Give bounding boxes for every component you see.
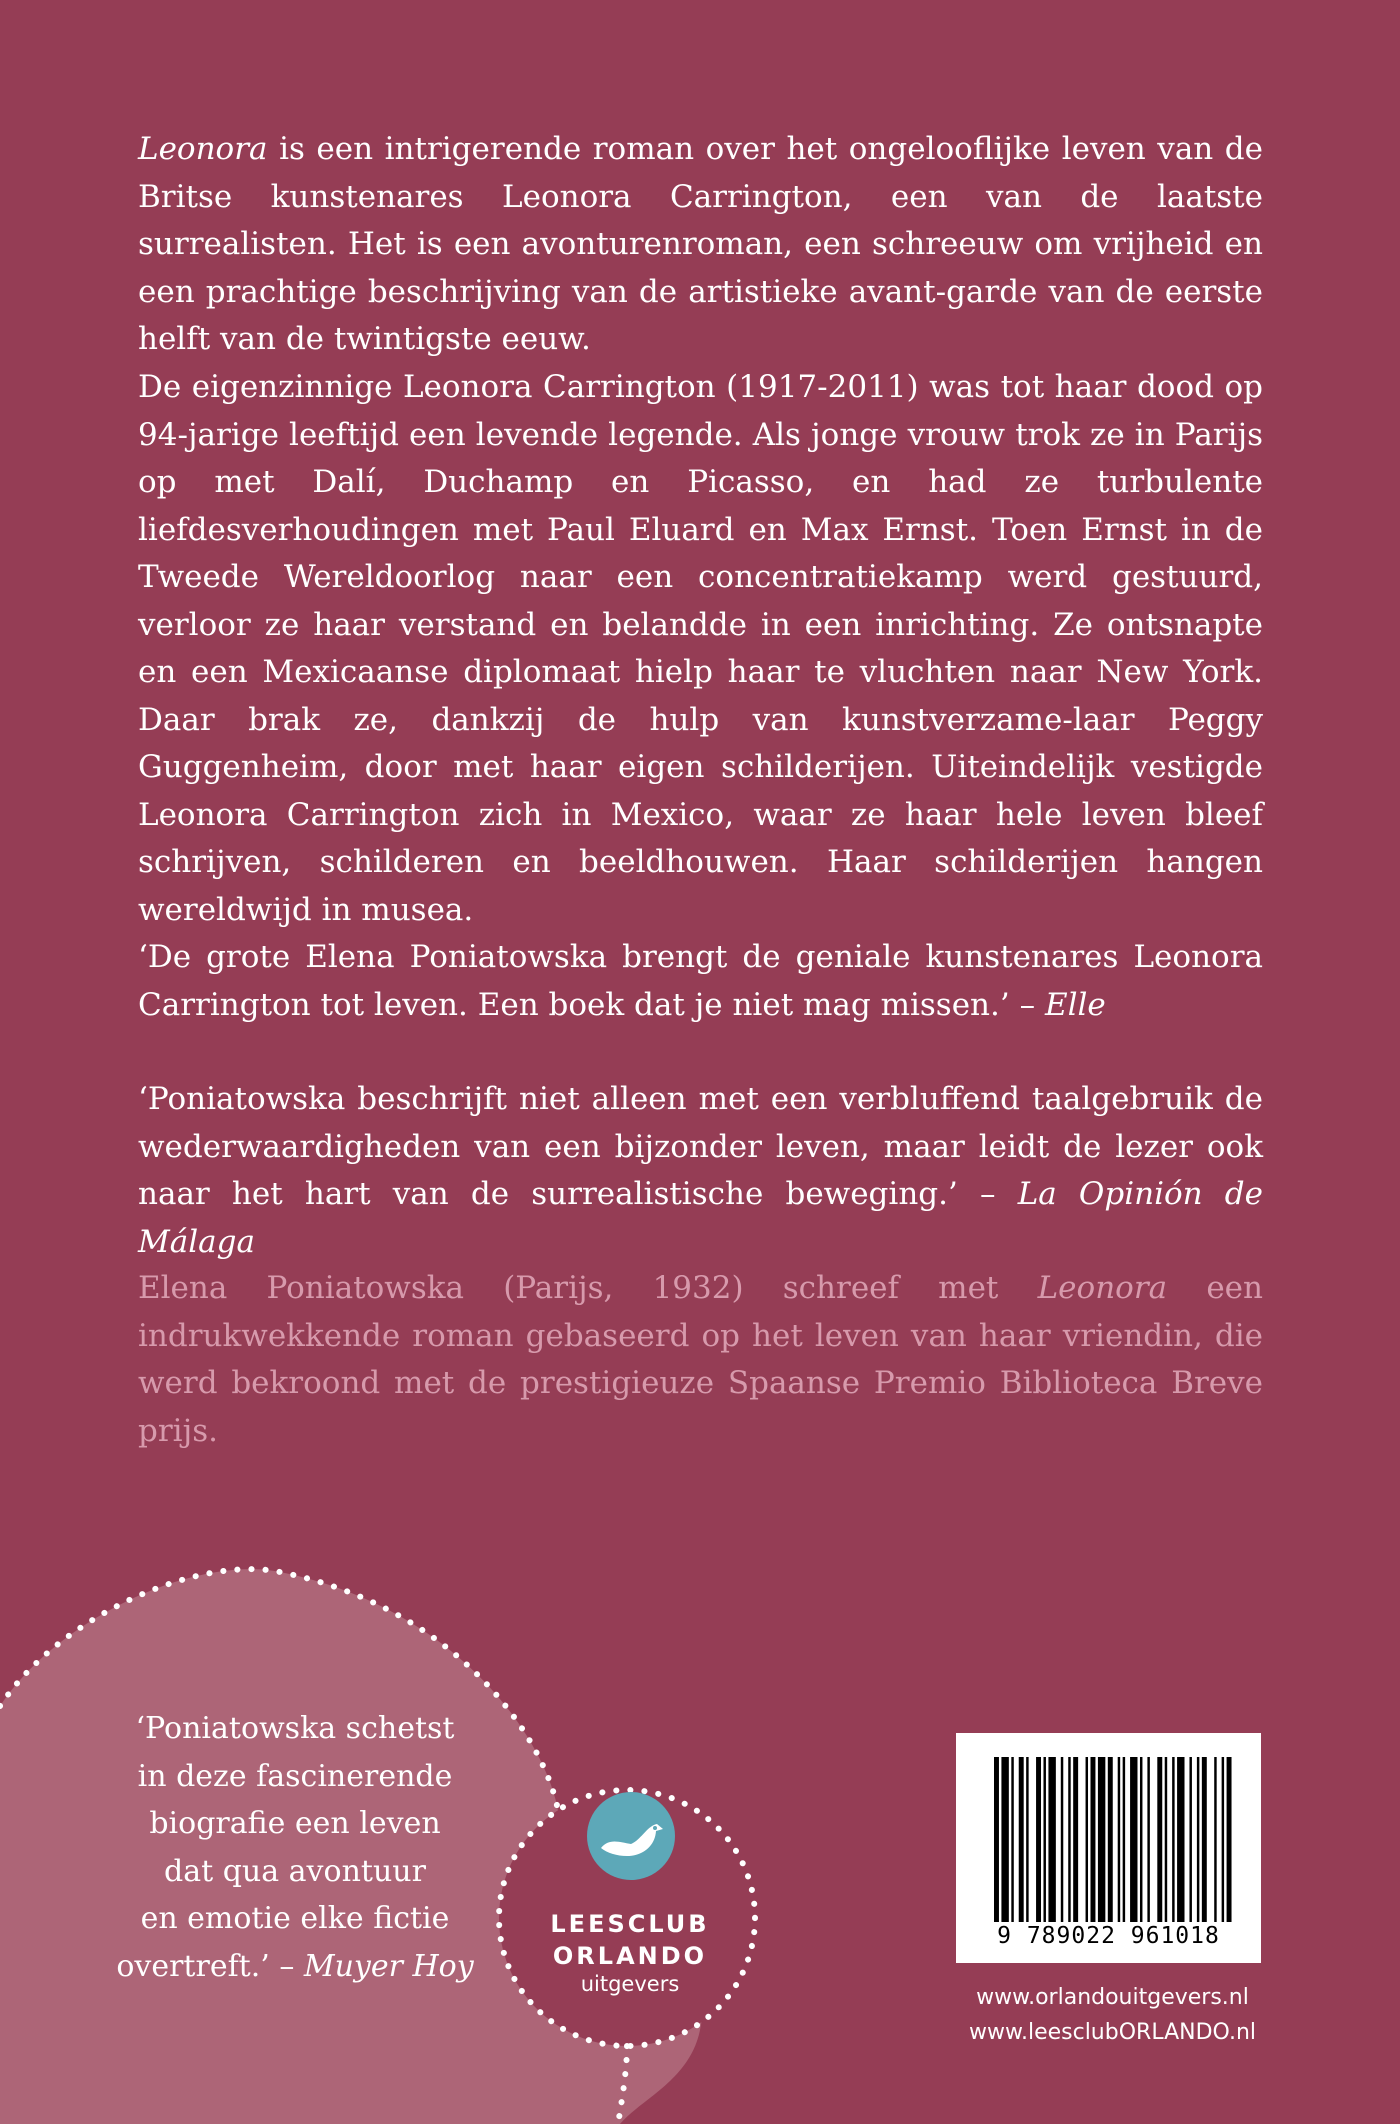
barcode-bar — [1036, 1757, 1041, 1922]
barcode-bar — [1227, 1757, 1232, 1922]
review-quote-opinion — [138, 1076, 1263, 1266]
barcode-bar — [1165, 1757, 1167, 1922]
barcode-bar — [1026, 1757, 1028, 1922]
book-title-italic: Leonora — [138, 131, 268, 167]
barcode-bar — [1086, 1757, 1088, 1922]
barcode-bar — [1001, 1757, 1008, 1922]
barcode-bar — [1202, 1757, 1207, 1922]
barcode-bar — [1197, 1757, 1199, 1922]
barcode-bar — [1118, 1757, 1120, 1922]
quote-text: ‘Poniatowska beschrijft niet alleen met een verbluffend taalgebruik de wederwaardigheden van een bijzonder leven, maar leidt de lezer ook naar het hart van de surrealistische beweging.’ – — [138, 1081, 1263, 1212]
barcode-bar — [1123, 1757, 1125, 1922]
side-quote-line: biografie een leven — [149, 1806, 441, 1841]
publisher-logo — [505, 1790, 755, 1996]
quote-text: ‘De grote Elena Poniatowska brengt de geniale kunstenares Leonora Carrington tot leven. Een boek dat je niet mag missen.’ – — [138, 939, 1263, 1023]
logo-line-orlando: ORLANDO — [552, 1942, 708, 1970]
side-quote-line: overtreft.’ – — [116, 1948, 304, 1984]
bookclub-url[interactable]: www.leesclubORLANDO.nl — [969, 2020, 1256, 2045]
barcode-bar — [1043, 1757, 1045, 1922]
quote-source: La Opinión de Málaga — [138, 1176, 1263, 1260]
barcode-bar — [1090, 1757, 1095, 1922]
barcode-bar — [1157, 1757, 1162, 1922]
barcode-bar — [1214, 1757, 1216, 1922]
barcode-bar — [1061, 1757, 1063, 1922]
barcode-bars — [994, 1757, 1234, 1929]
barcode-bar — [1172, 1757, 1174, 1922]
barcode-bar — [1140, 1757, 1142, 1922]
bio-text-after: een indrukwekkende roman gebaseerd op het leven van haar vriendin, die werd bekroond met de prestigieuze Spaanse Premio Biblioteca Breve prijs. — [138, 1270, 1263, 1449]
intro-text: is een intrigerende roman over het ongelooflijke leven van de Britse kunstenares Leonora Carrington, een van de laatste surrealisten. Het is een avonturenroman, een schreeuw om vrijheid en een prachtige beschrijving van de artistieke avant-garde van de eerste helft van de twintigste eeuw. — [138, 131, 1263, 357]
barcode-bar — [1189, 1757, 1191, 1922]
barcode-bar — [1177, 1757, 1184, 1922]
isbn-number: 9 789022 961018 — [997, 1923, 1220, 1949]
author-bio — [138, 1265, 1263, 1455]
barcode-bar — [994, 1757, 999, 1922]
intro-paragraph — [138, 126, 1263, 364]
side-quote-line: dat qua avontuur — [164, 1853, 426, 1889]
side-quote-line: ‘Poniatowska schetst — [135, 1711, 455, 1746]
barcode-bar — [1130, 1757, 1137, 1922]
barcode-bar — [1098, 1757, 1105, 1922]
logo-line-uitgevers: uitgevers — [580, 1972, 680, 1996]
quote-source: Elle — [1044, 986, 1106, 1023]
logo-line-leesclub: LEESCLUB — [550, 1910, 710, 1938]
side-quote-source: Muyer Hoy — [303, 1948, 474, 1984]
publisher-url[interactable]: www.orlandouitgevers.nl — [976, 1985, 1249, 2010]
barcode-bar — [1068, 1757, 1070, 1922]
bird-icon — [585, 1790, 677, 1882]
biography-paragraph: De eigenzinnige Leonora Carrington (1917-2011) was tot haar dood op 94-jarige leeftijd een levende legende. Als jonge vrouw trok ze in Parijs op met Dalí, Duchamp en Picasso, en had ze turbulente liefdesverhoudingen met Paul Eluard en Max Ernst. Toen Ernst in de Tweede Wereldoorlog naar een concentratiekamp werd gestuurd, verloor ze haar verstand en belandde in een inrichting. Ze ontsnapte en een Mexicaanse diplomaat hielp haar te vluchten naar New York. Daar brak ze, dankzij de hulp van kunstverzame-laar Peggy Guggenheim, door met haar eigen schilderijen. Uiteindelijk vestigde Leonora Carrington zich in Mexico, waar ze haar hele leven bleef schrijven, schilderen en beeldhouwen. Haar schilderijen hangen wereldwijd in musea. — [138, 369, 1263, 928]
barcode-bar — [1147, 1757, 1149, 1922]
barcode-bar — [1048, 1757, 1055, 1922]
side-quote-line: en emotie elke fictie — [140, 1901, 450, 1936]
side-quote — [100, 1705, 490, 1990]
side-quote-line: in deze fascinerende — [137, 1758, 453, 1794]
bio-book-title: Leonora — [1037, 1270, 1168, 1306]
barcode-bar — [1011, 1757, 1013, 1922]
barcode-bar — [1019, 1757, 1024, 1922]
barcode-bar — [1222, 1757, 1224, 1922]
review-quote-elle — [138, 934, 1263, 1029]
barcode-bar — [1108, 1757, 1113, 1922]
isbn-barcode — [956, 1733, 1261, 1963]
barcode-bar — [1073, 1757, 1078, 1922]
bio-text-before: Elena Poniatowska (Parijs, 1932) schreef met — [138, 1270, 1038, 1306]
